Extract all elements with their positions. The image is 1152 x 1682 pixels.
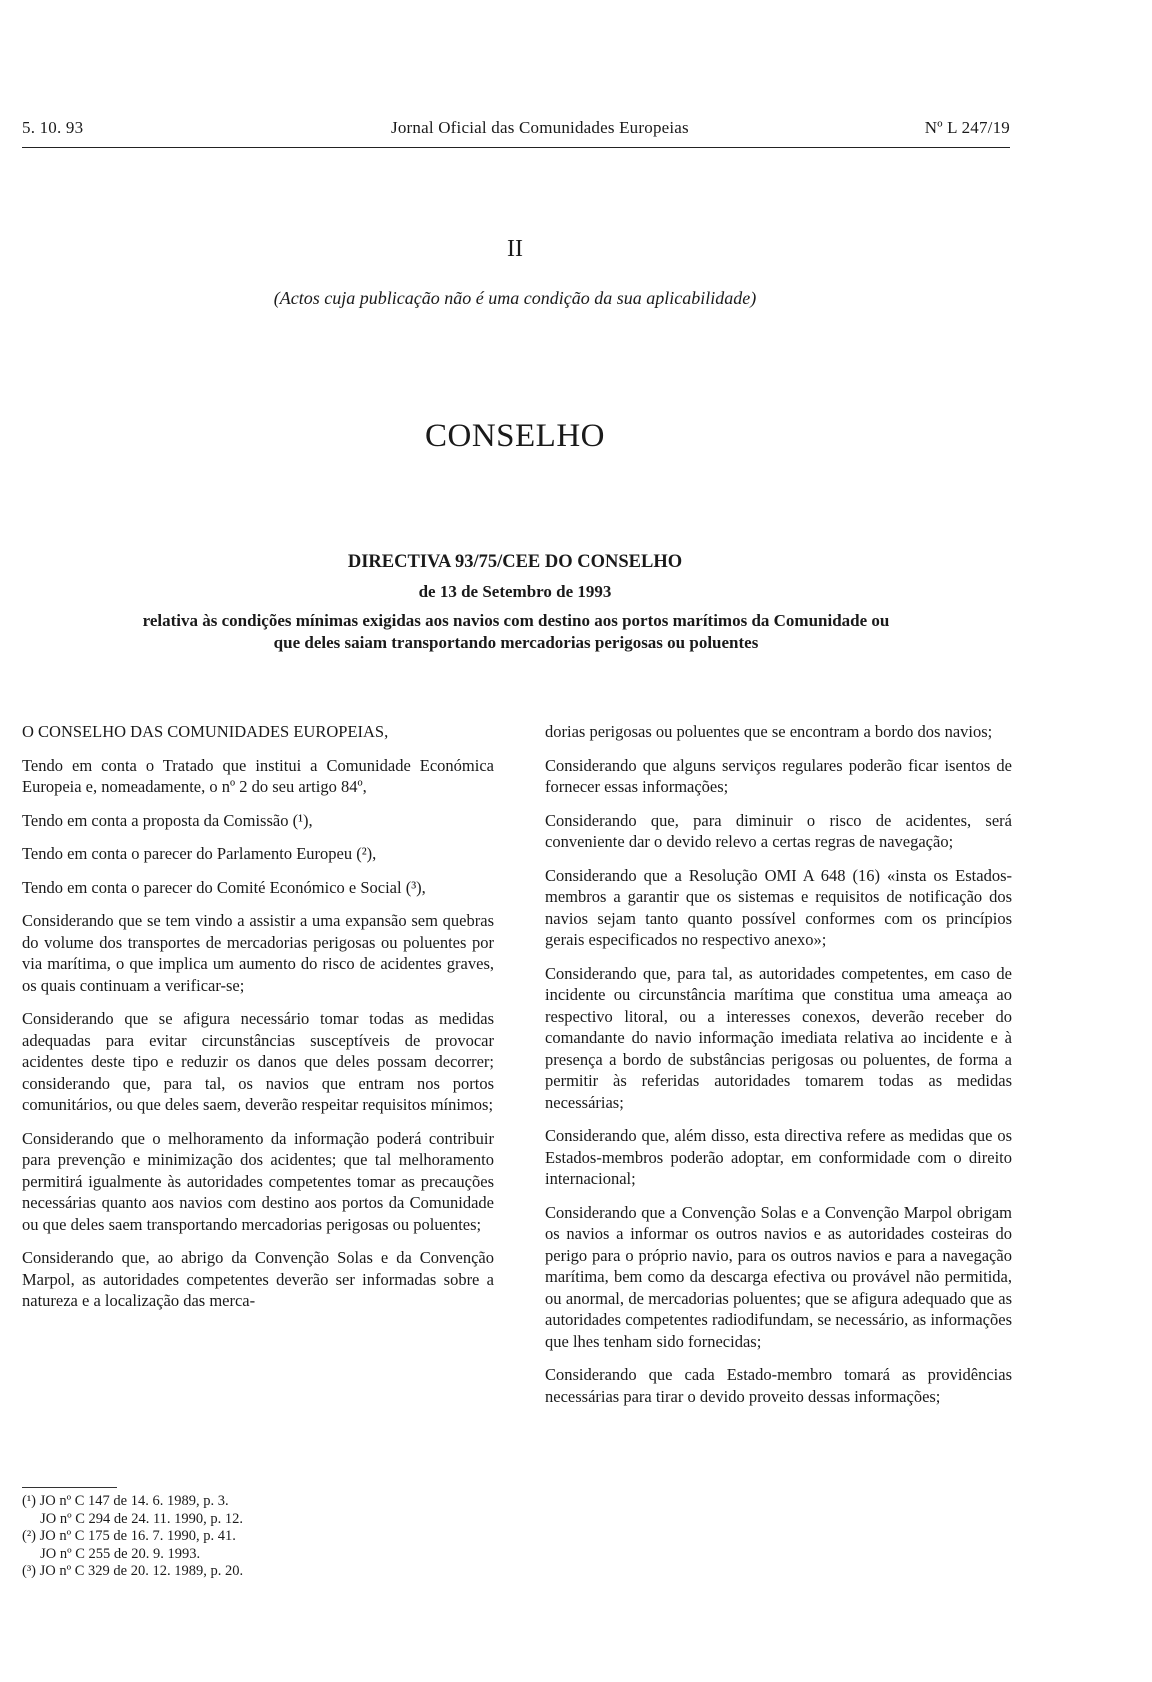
left-column xyxy=(22,721,494,1324)
footnote-line: JO nº C 255 de 20. 9. 1993. xyxy=(22,1545,201,1562)
header-divider xyxy=(22,147,1010,148)
paragraph: Considerando que a Convenção Solas e a Convenção Marpol obrigam os navios a informar os outros navios e as autoridades costeiras do perigo para o próprio navio, para os outros navios e para a navegação marítima, bem como da descarga efectiva ou provável não permitida, ou anormal, de mercadorias poluentes; que se afigura adequado que as autoridades competentes radiodifundam, se necessário, as informações que lhes tenham sido fornecidas; xyxy=(545,1202,1012,1351)
paragraph: Considerando que alguns serviços regulares poderão ficar isentos de fornecer essas informações; xyxy=(545,755,1012,796)
directive-subject: relativa às condições mínimas exigidas aos navios com destino aos portos marítimos da Comunidade ou que deles saiam transportando mercadorias perigosas ou poluentes xyxy=(142,611,890,652)
header-date: 5. 10. 93 xyxy=(22,118,84,137)
paragraph: Considerando que a Resolução OMI A 648 (16) «insta os Estados-membros a garantir que os sistemas e requisitos de notificação dos navios sejam tanto quanto possível conformes com os princípios gerais especificados no respectivo anexo»; xyxy=(545,865,1012,949)
institution-heading: CONSELHO xyxy=(424,418,605,454)
footnotes xyxy=(22,1493,442,1581)
paragraph: Considerando que, além disso, esta directiva refere as medidas que os Estados-membros poderão adoptar, em conformidade com o direito internacional; xyxy=(545,1126,1012,1188)
footnote-divider xyxy=(22,1487,117,1488)
paragraph: Considerando que o melhoramento da informação poderá contribuir para prevenção e minimização dos acidentes; que tal melhoramento permitirá igualmente às autoridades competentes tomar as precauções necessárias quanto aos navios com destino aos portos da Comunidade ou que deles saem transportando mercadorias perigosas ou poluentes; xyxy=(22,1128,494,1234)
paragraph: Considerando que se tem vindo a assistir a uma expansão sem quebras do volume dos transportes de mercadorias perigosas ou poluentes por via marítima, o que implica um aumento do risco de acidentes graves, os quais continuam a verificar-se; xyxy=(22,911,494,995)
paragraph: Tendo em conta o parecer do Parlamento Europeu (²), xyxy=(22,844,377,863)
directive-date: de 13 de Setembro de 1993 xyxy=(418,582,612,601)
paragraph: O CONSELHO DAS COMUNIDADES EUROPEIAS, xyxy=(22,722,389,741)
paragraph: Tendo em conta o parecer do Comité Económico e Social (³), xyxy=(22,877,426,897)
footnote-line: (¹) JO nº C 147 de 14. 6. 1989, p. 3. xyxy=(22,1493,229,1509)
part-numeral: II xyxy=(507,236,523,262)
directive-title: DIRECTIVA 93/75/CEE DO CONSELHO xyxy=(347,552,683,572)
paragraph: Considerando que cada Estado-membro tomará as providências necessárias para tirar o devido proveito dessas informações; xyxy=(545,1365,1012,1406)
part-subtitle: (Actos cuja publicação não é uma condição da sua aplicabilidade) xyxy=(273,288,757,308)
paragraph: Tendo em conta o Tratado que institui a Comunidade Económica Europeia e, nomeadamente, o nº 2 do seu artigo 84º, xyxy=(22,755,494,796)
paragraph: Considerando que, para diminuir o risco de acidentes, será conveniente dar o devido relevo a certas regras de navegação; xyxy=(545,810,1012,851)
right-column xyxy=(545,721,1012,1419)
header-page-number: Nº L 247/19 xyxy=(924,118,1010,137)
header-journal-title: Jornal Oficial das Comunidades Europeias xyxy=(391,118,689,137)
paragraph: Considerando que se afigura necessário tomar todas as medidas adequadas para evitar circunstâncias susceptíveis de provocar acidentes deste tipo e reduzir os danos que deles possam decorrer; considerando que, para tal, os navios que entram nos portos comunitários, ou que deles saem, deverão respeitar requisitos mínimos; xyxy=(22,1009,494,1114)
footnote-line: JO nº C 294 de 24. 11. 1990, p. 12. xyxy=(22,1510,244,1527)
paragraph: dorias perigosas ou poluentes que se encontram a bordo dos navios; xyxy=(545,722,993,741)
footnote-line: (³) JO nº C 329 de 20. 12. 1989, p. 20. xyxy=(22,1563,244,1579)
paragraph: Considerando que, ao abrigo da Convenção Solas e da Convenção Marpol, as autoridades competentes deverão ser informadas sobre a natureza e a localização das merca- xyxy=(22,1248,494,1310)
paragraph: Tendo em conta a proposta da Comissão (¹), xyxy=(22,810,313,830)
running-header xyxy=(22,118,1010,142)
paragraph: Considerando que, para tal, as autoridades competentes, em caso de incidente ou circunstância marítima que constitua uma ameaça ao respectivo litoral, ou a interesses conexos, deverão receber do comandante do navio informação imediata relativa ao incidente e à presença a bordo de substâncias perigosas ou poluentes, de forma a permitir às referidas autoridades tomarem todas as medidas necessárias; xyxy=(545,963,1012,1112)
footnote-line: (²) JO nº C 175 de 16. 7. 1990, p. 41. xyxy=(22,1528,236,1544)
